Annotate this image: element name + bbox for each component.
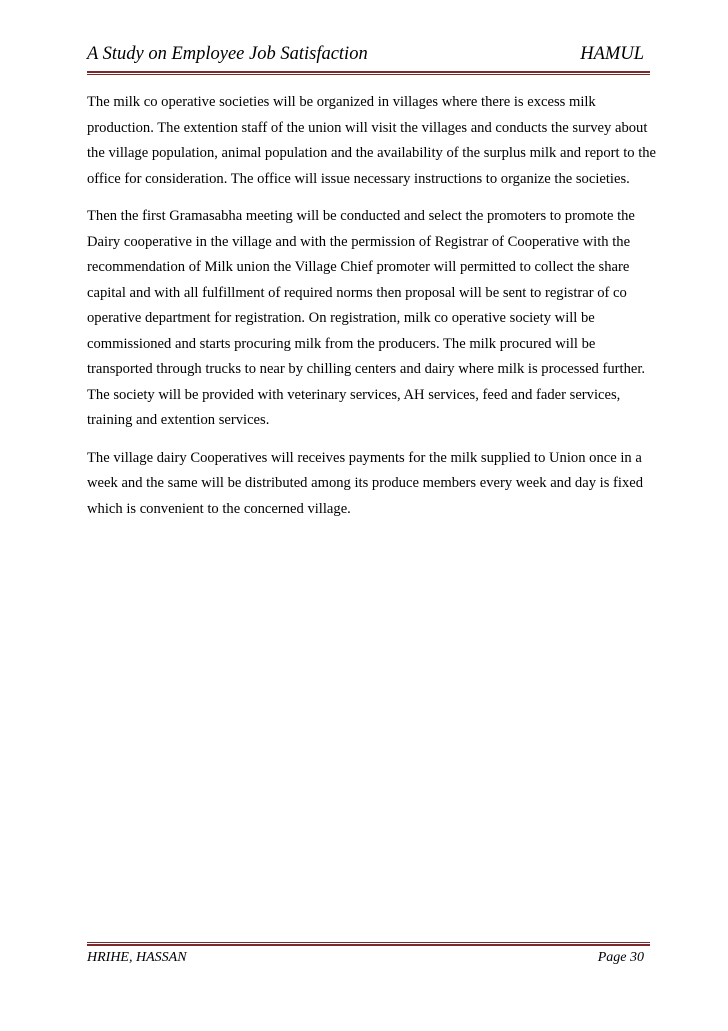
- body-content: [87, 90, 657, 534]
- header-divider: [87, 71, 650, 75]
- page-number: Page 30: [597, 950, 644, 965]
- page-footer: [87, 950, 644, 966]
- footer-institution: HRIHE, HASSAN: [87, 950, 187, 965]
- paragraph-3: The village dairy Cooperatives will receives payments for the milk supplied to Union once in a week and the same will be distributed among its produce members every week and day is fixed which is convenient to the concerned village.: [87, 449, 644, 517]
- header-title: A Study on Employee Job Satisfaction: [87, 44, 368, 64]
- page-header: [87, 44, 644, 70]
- footer-divider: [87, 942, 650, 946]
- header-org: HAMUL: [580, 44, 644, 64]
- paragraph-1: The milk co operative societies will be organized in villages where there is excess milk production. The extention staff of the union will visit the villages and conducts the survey about the village population, animal population and the availability of the surplus milk and report to the office for consideration. The office will issue necessary instructions to organize the societies.: [87, 94, 657, 187]
- paragraph-2: Then the first Gramasabha meeting will be conducted and select the promoters to promote the Dairy cooperative in the village and with the permission of Registrar of Cooperative with the recommendation of Milk union the Village Chief promoter will permitted to collect the share capital and with all fulfillment of required norms then proposal will be sent to registrar of co operative department for registration. On registration, milk co operative society will be commissioned and starts procuring milk from the producers. The milk procured will be transported through trucks to near by chilling centers and dairy where milk is processed further. The society will be provided with veterinary services, AH services, feed and fader services, training and extention services.: [87, 208, 646, 428]
